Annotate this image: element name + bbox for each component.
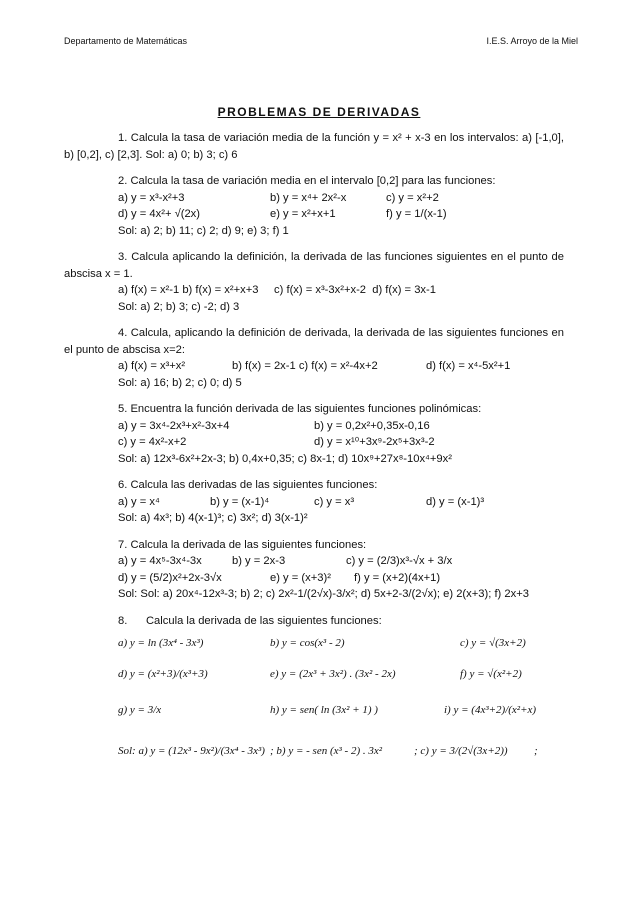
problem-5-row-1	[64, 418, 564, 435]
problem-7-b: b) y = 2x-3	[232, 555, 286, 567]
problem-2-e: e) y = x²+x+1	[270, 208, 336, 220]
problem-6-c: c) y = x³	[314, 495, 355, 508]
problem-6-a: a) y = x⁴	[118, 495, 160, 508]
problem-2-f: f) y = 1/(x-1)	[386, 208, 447, 220]
problem-2-a: a) y = x³-x²+3	[118, 191, 185, 204]
problem-5-d: d) y = x¹⁰+3x⁹-2x⁵+3x³-2	[314, 436, 435, 448]
problem-7-a: a) y = 4x⁵-3x⁴-3x	[118, 555, 202, 567]
problem-8-a: a) y = ln (3x⁴ - 3x³)	[118, 637, 204, 649]
problem-2-d: d) y = 4x²+ √(2x)	[118, 208, 200, 220]
problem-8-b: b) y = cos(x³ - 2)	[270, 637, 345, 649]
problem-8-c: c) y = √(3x+2)	[460, 637, 526, 649]
problem-8	[64, 613, 564, 770]
problem-3	[64, 249, 564, 315]
problem-4-a: a) f(x) = x³+x²	[118, 360, 186, 372]
problem-5-b: b) y = 0,2x²+0,35x-0,16	[314, 419, 430, 432]
problem-5-statement: 5. Encuentra la función derivada de las siguientes funciones polinómicas:	[118, 403, 482, 415]
problem-7-statement: 7. Calcula la derivada de las siguientes funciones:	[118, 538, 367, 551]
problem-8-sol-c: ; c) y = 3/(2√(3x+2))	[414, 745, 508, 757]
problem-8-sol-b: ; b) y = - sen (x³ - 2) . 3x²	[270, 745, 383, 757]
problems-list	[64, 130, 564, 779]
problem-8-sol-a: Sol: a) y = (12x³ - 9x²)/(3x⁴ - 3x³)	[118, 745, 265, 757]
problem-1-statement: 1. Calcula la tasa de variación media de la función y = x² + x-3 en los intervalos: a) [-1,0], b) [0,2], c) [2,3]. Sol: a) 0; b) 3; c) 6	[64, 132, 564, 161]
problem-4-row	[64, 358, 564, 375]
problem-4-b: b) f(x) = 2x-1 c) f(x) = x²-4x+2	[232, 360, 378, 372]
problem-4	[64, 325, 564, 391]
problem-6-statement: 6. Calcula las derivadas de las siguientes funciones:	[118, 479, 378, 491]
problem-2	[64, 173, 564, 239]
problem-8-g: g) y = 3/x	[118, 704, 162, 716]
problem-5-a: a) y = 3x⁴-2x³+x²-3x+4	[118, 419, 230, 432]
problem-5-solution: Sol: a) 12x³-6x²+2x-3; b) 0,4x+0,35; c) 8x-1; d) 10x⁹+27x⁸-10x⁴+9x²	[118, 452, 452, 465]
problem-3-functions: a) f(x) = x²-1 b) f(x) = x²+x+3 c) f(x) = x³-3x²+x-2 d) f(x) = 3x-1	[118, 284, 436, 296]
problem-5-c: c) y = 4x²-x+2	[118, 436, 187, 448]
problem-8-row-1	[64, 635, 564, 655]
problem-2-c: c) y = x²+2	[386, 191, 439, 204]
problem-3-solution: Sol: a) 2; b) 3; c) -2; d) 3	[118, 300, 240, 313]
problem-5-row-2	[64, 434, 564, 451]
problem-1	[64, 130, 564, 163]
problem-8-f: f) y = √(x²+2)	[460, 668, 522, 680]
problem-6-row	[64, 494, 564, 511]
header-school: I.E.S. Arroyo de la Miel	[486, 36, 578, 46]
problem-7-e: e) y = (x+3)²	[270, 571, 331, 584]
problem-2-solution: Sol: a) 2; b) 11; c) 2; d) 9; e) 3; f) 1	[118, 224, 289, 237]
problem-8-i: i) y = (4x³+2)/(x²+x)	[444, 704, 537, 716]
header-department: Departamento de Matemáticas	[64, 36, 188, 46]
problem-7-row-2	[64, 570, 564, 587]
problem-7-c: c) y = (2/3)x³-√x + 3/x	[346, 555, 453, 567]
problem-4-d: d) f(x) = x⁴-5x²+1	[426, 360, 511, 372]
problem-8-d: d) y = (x²+3)/(x³+3)	[118, 668, 208, 680]
page-title: PROBLEMAS DE DERIVADAS	[217, 105, 421, 119]
problem-7-d: d) y = (5/2)x²+2x-3√x	[118, 571, 222, 584]
problem-3-statement: 3. Calcula aplicando la definición, la derivada de las funciones siguientes en el punto de abscisa x = 1.	[64, 251, 564, 280]
problem-7-solution: Sol: Sol: a) 20x⁴-12x³-3; b) 2; c) 2x²-1/(2√x)-3/x²; d) 5x+2-3/(2√x); e) 2(x+3); f) 2x+3	[118, 588, 529, 600]
problem-8-row-2	[64, 659, 564, 689]
problem-7-row-1	[64, 553, 564, 570]
problem-2-row-1	[64, 190, 564, 207]
problem-6-solution: Sol: a) 4x³; b) 4(x-1)³; c) 3x²; d) 3(x-1)²	[118, 512, 308, 524]
problem-5	[64, 401, 564, 467]
problem-4-solution: Sol: a) 16; b) 2; c) 0; d) 5	[118, 376, 242, 389]
problem-8-sol-end: ;	[534, 745, 538, 757]
problem-8-statement: 8. Calcula la derivada de las siguientes funciones:	[118, 614, 382, 627]
problem-2-statement: 2. Calcula la tasa de variación media en el intervalo [0,2] para las funciones:	[118, 175, 496, 187]
problem-4-statement: 4. Calcula, aplicando la definición de derivada, la derivada de las siguientes funciones en el punto de abscisa x=2:	[64, 327, 564, 356]
problem-8-e: e) y = (2x³ + 3x²) . (3x² - 2x)	[270, 668, 396, 680]
problem-7-f: f) y = (x+2)(4x+1)	[354, 571, 441, 584]
problem-6-d: d) y = (x-1)³	[426, 495, 485, 508]
problem-6	[64, 477, 564, 527]
problem-8-row-3	[64, 695, 564, 725]
problem-8-h: h) y = sen( ln (3x² + 1) )	[270, 704, 378, 716]
problem-8-solution	[64, 733, 564, 769]
problem-2-row-2	[64, 206, 564, 223]
problem-2-b: b) y = x⁴+ 2x²-x	[270, 191, 347, 204]
problem-7	[64, 537, 564, 603]
problem-6-b: b) y = (x-1)⁴	[210, 495, 270, 508]
